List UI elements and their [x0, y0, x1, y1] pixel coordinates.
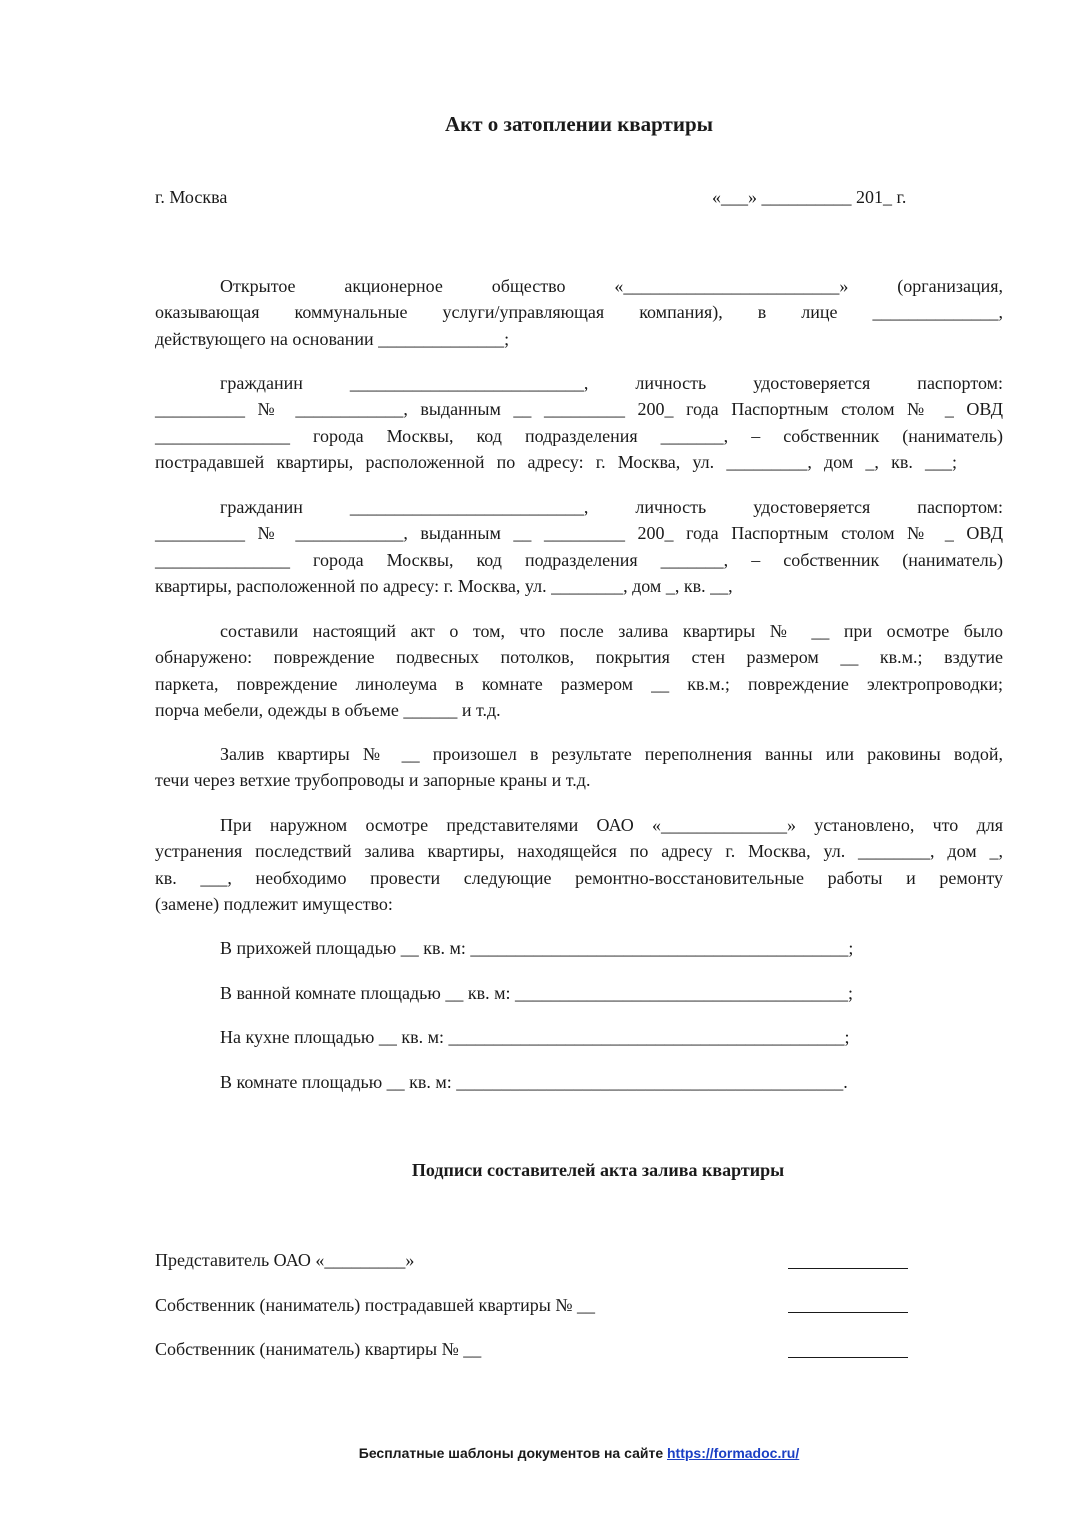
citizen1-line-1: гражданин __________________________, личность удостоверяется паспортом: — [220, 373, 1003, 393]
footer-link[interactable]: https://formadoc.ru/ — [667, 1445, 800, 1461]
inspection-line-1: При наружном осмотре представителями ОАО «______________» установлено, что для — [220, 815, 1003, 835]
cause-line-2: течи через ветхие трубопроводы и запорные краны и т.д. — [155, 770, 591, 790]
signature-owner-damaged-label: Собственник (наниматель) пострадавшей квартиры № __ — [155, 1295, 596, 1315]
signature-owner-line — [788, 1357, 908, 1358]
date-field: «___» __________ 201_ г. — [712, 187, 907, 207]
findings-line-1: составили настоящий акт о том, что после залива квартиры № __ при осмотре было — [220, 621, 1003, 641]
intro-line-1: Открытое акционерное общество «________________________» (организация, — [220, 276, 1003, 296]
room-kitchen: На кухне площадью __ кв. м: ____________________________________________; — [220, 1027, 850, 1047]
signature-owner-label: Собственник (наниматель) квартиры № __ — [155, 1339, 482, 1359]
city: г. Москва — [155, 187, 228, 207]
citizen2-line-4: квартиры, расположенной по адресу: г. Москва, ул. ________, дом _, кв. __, — [155, 576, 733, 596]
footer-text: Бесплатные шаблоны документов на сайте — [358, 1445, 664, 1461]
intro-line-2: оказывающая коммунальные услуги/управляющая компания), в лице ______________, — [155, 302, 1003, 322]
signature-owner-damaged-line — [788, 1312, 908, 1313]
inspection-line-2: устранения последствий залива квартиры, находящейся по адресу г. Москва, ул. ________, дом _, — [155, 841, 1003, 861]
signature-rep-label: Представитель ОАО «_________» — [155, 1250, 415, 1270]
room-hall: В прихожей площадью __ кв. м: __________________________________________; — [220, 938, 854, 958]
cause-line-1: Залив квартиры № __ произошел в результате переполнения ванны или раковины водой, — [220, 744, 1003, 764]
room-living: В комнате площадью __ кв. м: ___________________________________________. — [220, 1072, 848, 1092]
findings-line-3: паркета, повреждение линолеума в комнате размером __ кв.м.; повреждение электропроводки; — [155, 674, 1003, 694]
findings-line-2: обнаружено: повреждение подвесных потолков, покрытия стен размером __ кв.м.; вздутие — [155, 647, 1003, 667]
citizen2-line-1: гражданин __________________________, личность удостоверяется паспортом: — [220, 497, 1003, 517]
inspection-line-3: кв. ___, необходимо провести следующие ремонтно-восстановительные работы и ремонту — [155, 868, 1003, 888]
footer — [0, 1445, 1080, 1461]
inspection-line-4: (замене) подлежит имущество: — [155, 894, 393, 914]
citizen1-line-2: __________ № ____________, выданным __ _________ 200_ года Паспортным столом № _ ОВД — [155, 399, 1003, 419]
room-bath: В ванной комнате площадью __ кв. м: _____________________________________; — [220, 983, 853, 1003]
findings-line-4: порча мебели, одежды в объеме ______ и т.д. — [155, 700, 501, 720]
citizen1-line-3: _______________ города Москвы, код подразделения _______, – собственник (наниматель) — [155, 426, 1003, 446]
citizen2-line-2: __________ № ____________, выданным __ _________ 200_ года Паспортным столом № _ ОВД — [155, 523, 1003, 543]
signature-rep-line — [788, 1268, 908, 1269]
intro-line-3: действующего на основании ______________; — [155, 329, 510, 349]
citizen1-line-4: пострадавшей квартиры, расположенной по адресу: г. Москва, ул. _________, дом _, кв. ___; — [155, 452, 957, 472]
document-title: Акт о затоплении квартиры — [444, 112, 714, 136]
citizen2-line-3: _______________ города Москвы, код подразделения _______, – собственник (наниматель) — [155, 550, 1003, 570]
signatures-title: Подписи составителей акта залива квартиры — [411, 1160, 785, 1180]
